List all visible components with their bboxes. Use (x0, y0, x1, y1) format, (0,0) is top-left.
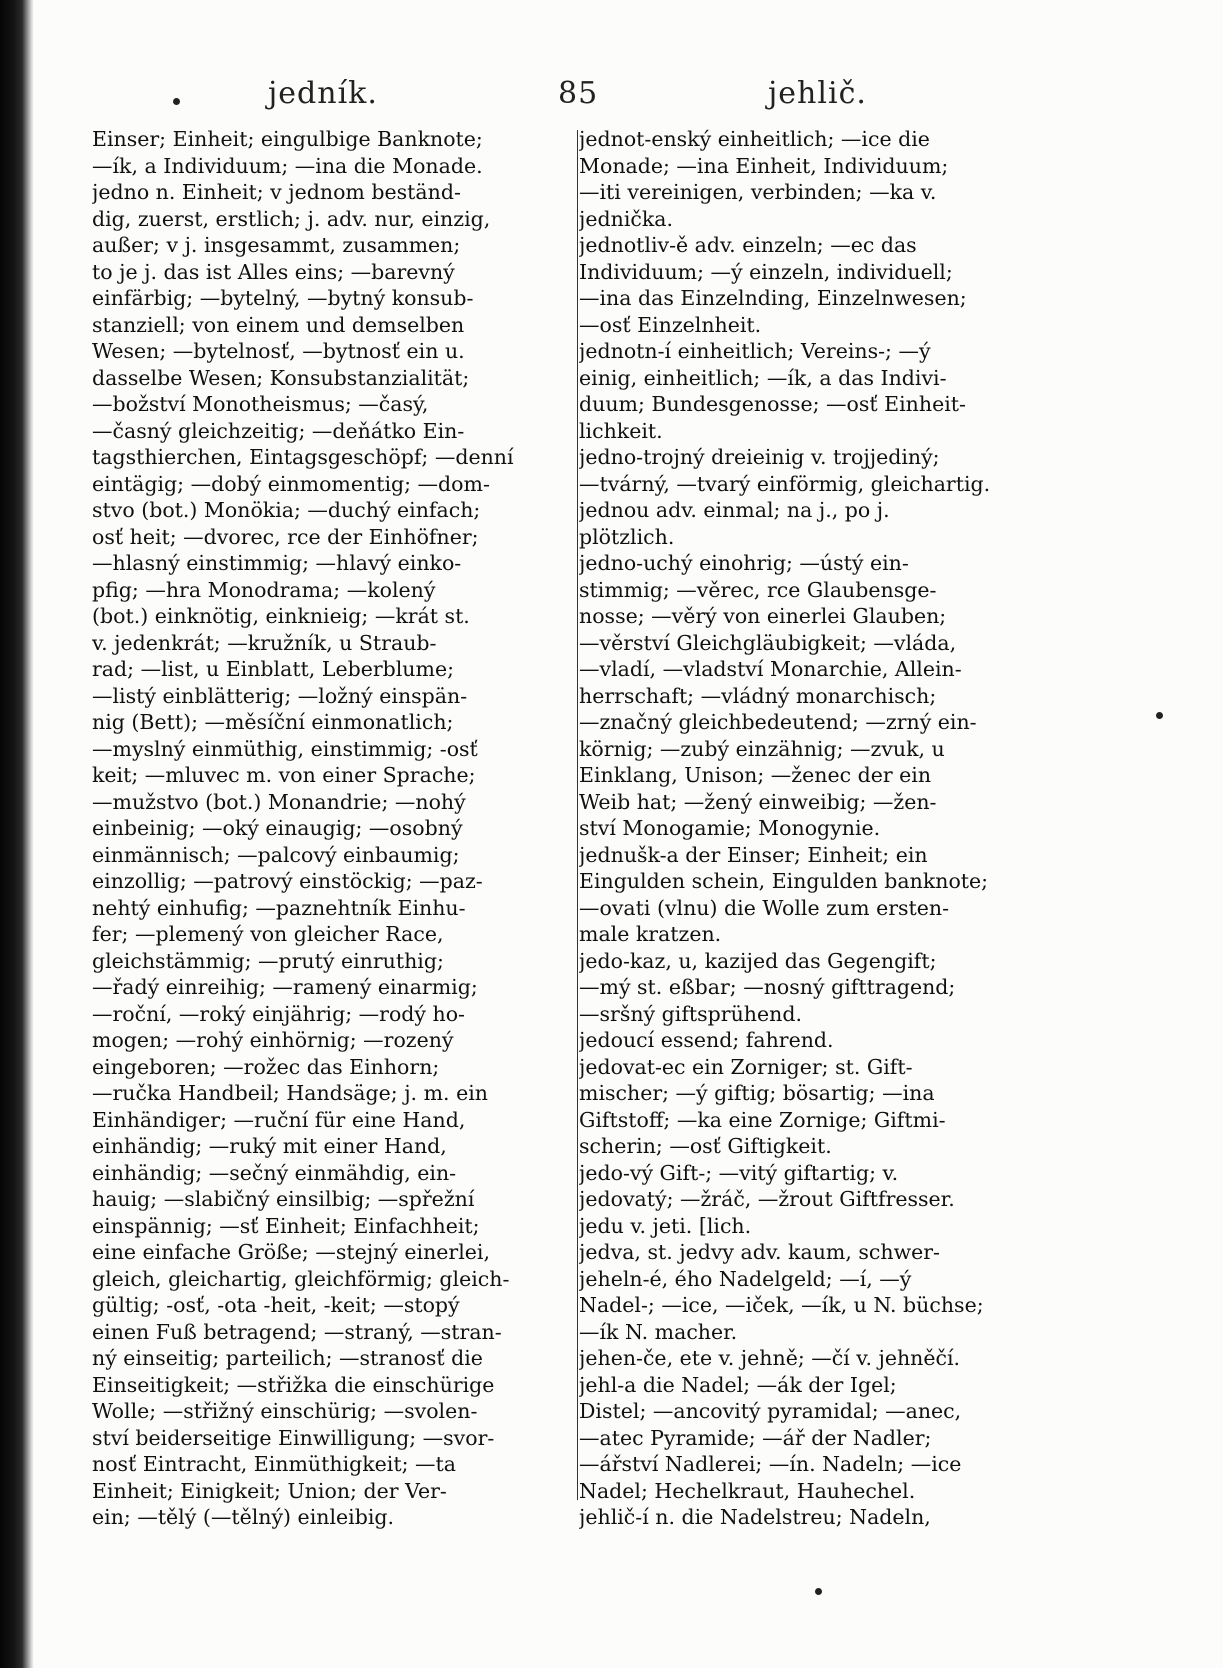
dictionary-line: fer; —plemený von gleicher Race, (92, 922, 444, 946)
dictionary-line: körnig; —zubý einzähnig; —zvuk, u (579, 736, 945, 761)
dictionary-line: jeheln-é, ého Nadelgeld; —í, —ý (579, 1266, 912, 1291)
dictionary-line: rad; —list, u Einblatt, Leberblume; (92, 657, 454, 681)
dictionary-line: jedno n. Einheit; v jednom beständ- (92, 180, 461, 204)
dictionary-line: einbeinig; —oký einaugig; —osobný (92, 816, 463, 840)
dictionary-line: Distel; —ancovitý pyramidal; —anec, (579, 1399, 962, 1423)
dictionary-line: jehlič-í n. die Nadelstreu; Nadeln, (579, 1505, 931, 1529)
dictionary-line: duum; Bundesgenosse; —osť Einheit- (579, 392, 966, 416)
dictionary-line: —ářství Nadlerei; —ín. Nadeln; —ice (579, 1452, 962, 1476)
dictionary-line: eingeboren; —rožec das Einhorn; (92, 1054, 440, 1079)
dictionary-line: ství beiderseitige Einwilligung; —svor- (92, 1425, 495, 1450)
dictionary-line: jedu v. jeti. [lich. (579, 1213, 752, 1238)
page-header (70, 76, 1170, 126)
dictionary-line: herrschaft; —vládný monarchisch; (579, 683, 937, 708)
dictionary-line: —atec Pyramide; —ář der Nadler; (579, 1425, 932, 1450)
dictionary-line: dasselbe Wesen; Konsubstanzialität; (92, 365, 470, 390)
dictionary-line: Eingulden schein, Eingulden banknote; (579, 869, 989, 893)
dictionary-line: jednou adv. einmal; na j., po j. (579, 498, 890, 522)
dictionary-line: außer; v j. insgesammt, zusammen; (92, 233, 461, 257)
dictionary-line: mischer; —ý giftig; bösartig; —ina (579, 1081, 935, 1105)
dictionary-line: —ručka Handbeil; Handsäge; j. m. ein (92, 1081, 488, 1105)
dictionary-line: —listý einblätterig; —ložný einspän- (92, 683, 468, 708)
dictionary-line: jedovat-ec ein Zorniger; st. Gift- (579, 1054, 913, 1079)
dictionary-line: plötzlich. (579, 524, 675, 549)
dictionary-line: —osť Einzelnheit. (579, 312, 762, 337)
dictionary-line: jednotn-í einheitlich; Vereins-; —ý (579, 339, 931, 363)
dictionary-line: —božství Monotheismus; —časý, (92, 392, 429, 416)
dictionary-line: eine einfache Größe; —stejný einerlei, (92, 1240, 490, 1264)
dictionary-line: gleich, gleichartig, gleichförmig; gleich- (92, 1266, 510, 1291)
dictionary-line: mogen; —rohý einhörnig; —rozený (92, 1028, 454, 1052)
dictionary-line: jedo-vý Gift-; —vitý giftartig; v. (579, 1160, 899, 1185)
dictionary-line: jednot-enský einheitlich; —ice die (579, 127, 930, 151)
dictionary-line: —řadý einreihig; —ramený einarmig; (92, 975, 478, 999)
dictionary-line: Giftstoff; —ka eine Zornige; Giftmi- (579, 1107, 946, 1132)
dictionary-line: ein; —tělý (—tělný) einleibig. (92, 1505, 395, 1529)
dictionary-line: to je j. das ist Alles eins; —barevný (92, 259, 455, 284)
dictionary-line: einig, einheitlich; —ík, a das Indivi- (579, 365, 947, 390)
dictionary-line: gleichstämmig; —prutý einruthig; (92, 948, 444, 973)
dictionary-line: hauig; —slabičný einsilbig; —spřežní (92, 1187, 475, 1211)
print-speck (1156, 712, 1163, 719)
dictionary-line: keit; —mluvec m. von einer Sprache; (92, 763, 476, 787)
dictionary-line: —ovati (vlnu) die Wolle zum ersten- (579, 895, 950, 920)
dictionary-line: male kratzen. (579, 922, 722, 946)
dictionary-line: pfig; —hra Monodrama; —kolený (92, 577, 436, 602)
dictionary-line: einen Fuß betragend; —straný, —stran- (92, 1319, 502, 1344)
dictionary-line: —mužstvo (bot.) Monandrie; —nohý (92, 789, 466, 814)
dictionary-line: —sršný giftsprühend. (579, 1001, 802, 1026)
dictionary-line: v. jedenkrát; —kružník, u Straub- (92, 630, 437, 655)
dictionary-line: jednotliv-ě adv. einzeln; —ec das (579, 233, 917, 257)
right-column (579, 126, 1057, 1531)
dictionary-line: jednušk-a der Einser; Einheit; ein (579, 842, 928, 867)
dictionary-line: stanziell; von einem und demselben (92, 312, 465, 337)
right-guide-word: jehlič. (768, 76, 867, 111)
dictionary-line: einfärbig; —bytelný, —bytný konsub- (92, 286, 474, 310)
dictionary-line: jedva, st. jedvy adv. kaum, schwer- (579, 1240, 940, 1264)
dictionary-line: —značný gleichbedeutend; —zrný ein- (579, 710, 977, 734)
dictionary-line: Wesen; —bytelnosť, —bytnosť ein u. (92, 339, 465, 363)
dictionary-line: ství Monogamie; Monogynie. (579, 816, 881, 840)
dictionary-line: —věrství Gleichgläubigkeit; —vláda, (579, 630, 957, 655)
dictionary-line: gültig; -osť, -ota -heit, -keit; —stopý (92, 1293, 460, 1317)
dictionary-line: —ík N. macher. (579, 1319, 738, 1344)
dictionary-line: jednička. (579, 206, 674, 231)
dictionary-line: scherin; —osť Giftigkeit. (579, 1134, 832, 1158)
dictionary-line: Nadel; Hechelkraut, Hauhechel. (579, 1478, 916, 1503)
dictionary-line: —hlasný einstimmig; —hlavý einko- (92, 551, 462, 575)
dictionary-line: Wolle; —střižný einschürig; —svolen- (92, 1399, 478, 1423)
dictionary-line: jehen-če, ete v. jehně; —čí v. jehněčí. (579, 1346, 961, 1370)
dictionary-line: osť heit; —dvorec, rce der Einhöfner; (92, 524, 479, 549)
dictionary-line: —tvárný, —tvarý einförmig, gleichartig. (579, 471, 991, 496)
column-divider (577, 130, 578, 1500)
dictionary-line: jedo-kaz, u, kazijed das Gegengift; (579, 948, 937, 973)
dictionary-line: Einheit; Einigkeit; Union; der Ver- (92, 1478, 447, 1503)
dictionary-line: stvo (bot.) Monökia; —duchý einfach; (92, 498, 481, 522)
dictionary-line: nosse; —věrý von einerlei Glauben; (579, 604, 947, 628)
dictionary-line: einzollig; —patrový einstöckig; —paz- (92, 869, 483, 893)
dictionary-line: ný einseitig; parteilich; —stranosť die (92, 1346, 483, 1370)
dictionary-line: Individuum; —ý einzeln, individuell; (579, 259, 953, 284)
dictionary-line: jedno-uchý einohrig; —ústý ein- (579, 551, 909, 575)
dictionary-line: jehl-a die Nadel; —ák der Igel; (579, 1372, 897, 1397)
dictionary-line: Nadel-; —ice, —iček, —ík, u N. büchse; (579, 1293, 984, 1317)
left-column (92, 126, 574, 1531)
dictionary-line: —ina das Einzelnding, Einzelnwesen; (579, 286, 967, 310)
dictionary-line: (bot.) einknötig, einknieig; —krát st. (92, 604, 470, 628)
dictionary-line: jedno-trojný dreieinig v. trojjediný; (579, 445, 940, 469)
dictionary-line: eintägig; —dobý einmomentig; —dom- (92, 471, 490, 496)
dictionary-line: einhändig; —sečný einmähdig, ein- (92, 1160, 457, 1185)
dictionary-line: Einser; Einheit; eingulbige Banknote; (92, 127, 483, 151)
dictionary-line: einspännig; —sť Einheit; Einfachheit; (92, 1213, 480, 1238)
dictionary-line: tagsthierchen, Eintagsgeschöpf; —denní (92, 445, 514, 469)
dictionary-line: —roční, —roký einjährig; —rodý ho- (92, 1001, 465, 1026)
dictionary-line: Monade; —ina Einheit, Individuum; (579, 153, 949, 178)
dictionary-line: Einklang, Unison; —ženec der ein (579, 763, 932, 787)
dictionary-line: Einhändiger; —ruční für eine Hand, (92, 1107, 466, 1132)
scan-binding-edge (0, 0, 34, 1668)
dictionary-line: jedoucí essend; fahrend. (579, 1028, 834, 1052)
dictionary-line: nehtý einhufig; —paznehtník Einhu- (92, 895, 466, 920)
dictionary-line: —časný gleichzeitig; —deňátko Ein- (92, 418, 465, 443)
dictionary-line: nig (Bett); —měsíční einmonatlich; (92, 710, 454, 734)
dictionary-line: —iti vereinigen, verbinden; —ka v. (579, 180, 937, 204)
dictionary-line: lichkeit. (579, 418, 663, 443)
dictionary-line: —ík, a Individuum; —ina die Monade. (92, 153, 483, 178)
dictionary-line: einmännisch; —palcový einbaumig; (92, 842, 460, 867)
dictionary-line: stimmig; —věrec, rce Glaubensge- (579, 577, 937, 602)
dictionary-line: —mý st. eßbar; —nosný gifttragend; (579, 975, 956, 999)
dictionary-line: —myslný einmüthig, einstimmig; -osť (92, 736, 478, 761)
dictionary-line: nosť Eintracht, Einmüthigkeit; —ta (92, 1452, 456, 1476)
dictionary-line: jedovatý; —žráč, —žrout Giftfresser. (579, 1187, 955, 1211)
dictionary-line: Weib hat; —žený einweibig; —žen- (579, 789, 937, 814)
dictionary-line: dig, zuerst, erstlich; j. adv. nur, einzig, (92, 206, 491, 231)
dictionary-line: einhändig; —ruký mit einer Hand, (92, 1134, 447, 1158)
dictionary-line: —vladí, —vladství Monarchie, Allein- (579, 657, 962, 681)
left-guide-word: jedník. (268, 76, 378, 111)
print-speck (815, 1588, 822, 1595)
dictionary-line: Einseitigkeit; —střižka die einschürige (92, 1372, 495, 1397)
print-speck (173, 98, 180, 105)
page-number: 85 (558, 76, 599, 111)
